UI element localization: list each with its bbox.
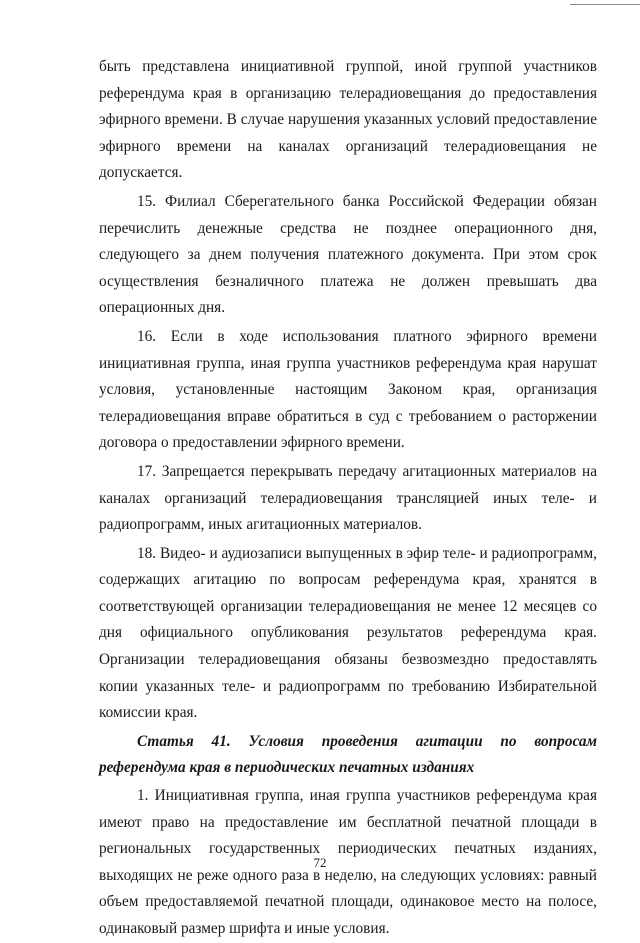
- paragraph-16: 16. Если в ходе использования платного эфирного времени инициативная группа, иная группа участников референдума края нарушат условия, установленные настоящим Законом края, организация телерадиовещания вправе обратиться в суд с требованием о расторжении договора о предоставлении эфирного времени.: [99, 327, 597, 452]
- paragraph-17: 17. Запрещается перекрывать передачу агитационных материалов на каналах организаций телерадиовещания трансляцией иных теле- и радиопрограмм, иных агитационных материалов.: [99, 462, 597, 534]
- paragraph-continuation: быть представлена инициативной группой, иной группой участников референдума края в организацию телерадиовещания до предоставления эфирного времени. В случае нарушения указанных условий предоставление эфирного времени на каналах организаций телерадиовещания не допускается.: [99, 58, 597, 182]
- paragraph-15: 15. Филиал Сберегательного банка Российской Федерации обязан перечислить денежные средства не позднее операционного дня, следующего за днем получения платежного документа. При этом срок осуществления безналичного платежа не должен превышать два операционных дня.: [99, 192, 597, 317]
- paragraph-41-1: 1. Инициативная группа, иная группа участников референдума края имеют право на предоставление им бесплатной печатной площади в региональных государственных периодических печатных изданиях, выходящих не реже одного раза в неделю, на следующих условиях: равный объем предоставляемой печатной площади, одинаковое место на полосе, одинаковый размер шрифта и иные условия.: [99, 787, 597, 937]
- page-number: 72: [313, 855, 327, 870]
- top-edge-rule: [570, 4, 640, 5]
- paragraph-18: 18. Видео- и аудиозаписи выпущенных в эфир теле- и радиопрограмм, содержащих агитацию по вопросам референдума края, хранятся в соответствующей организации телерадиовещания не менее 12 месяцев со дня официального опубликования результатов референдума края. Организации телерадиовещания обязаны безвозмездно предоставлять копии указанных теле- и радиопрограмм по требованию Избирательной комиссии края.: [99, 544, 597, 722]
- document-page: [99, 54, 597, 943]
- article-41-heading: Статья 41. Условия проведения агитации по вопросам референдума края в периодических печатных изданиях: [99, 732, 597, 777]
